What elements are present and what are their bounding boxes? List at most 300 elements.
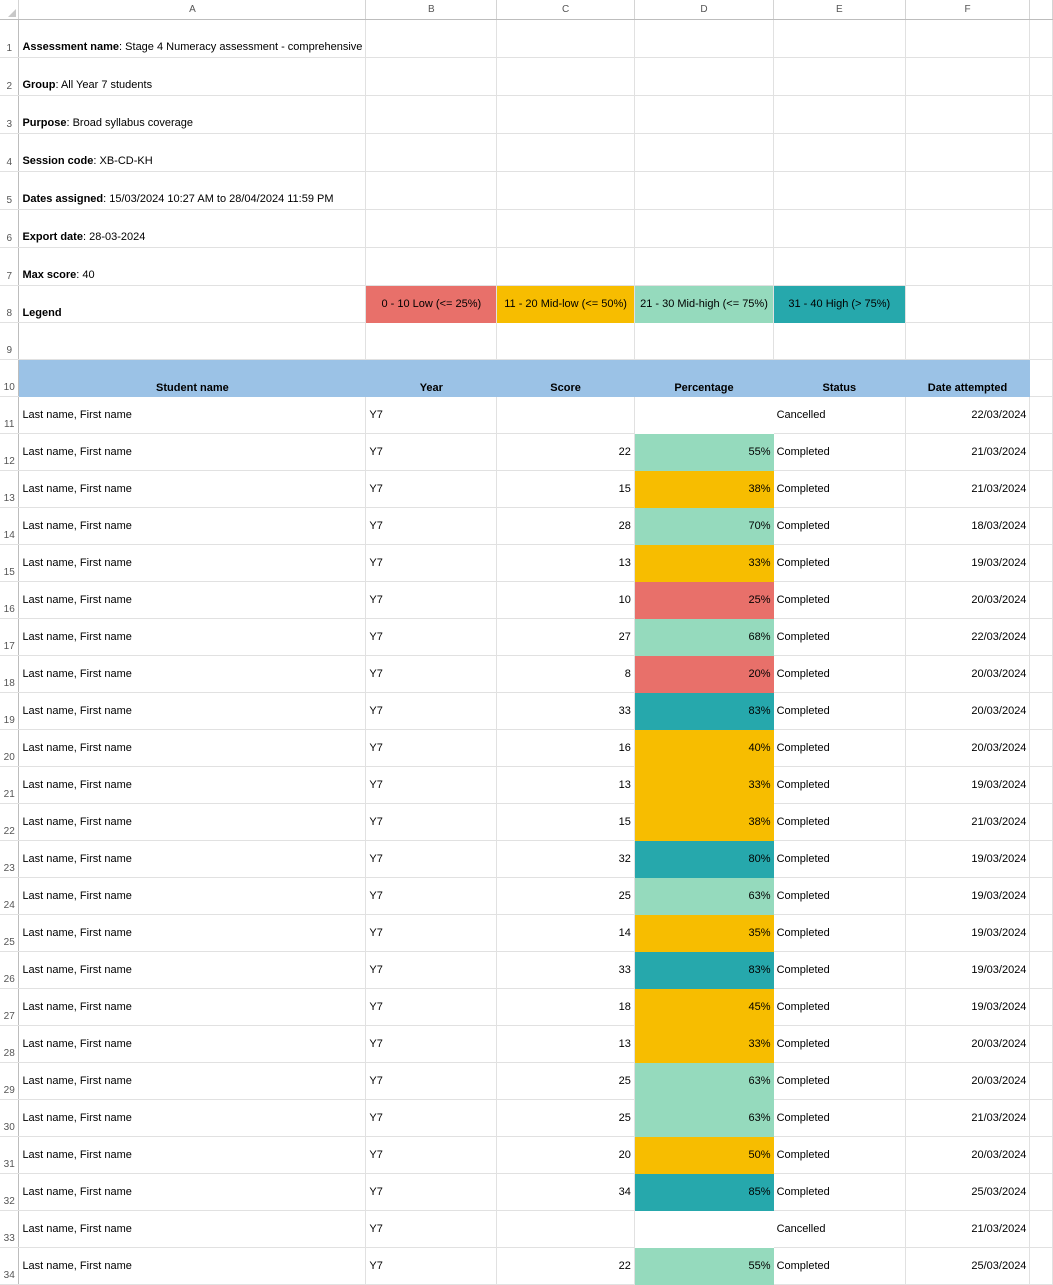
empty-cell[interactable] — [1030, 434, 1053, 471]
percentage-cell[interactable]: 68% — [634, 619, 773, 656]
row-header[interactable]: 4 — [0, 134, 19, 172]
empty-cell[interactable] — [774, 96, 905, 134]
year-cell[interactable]: Y7 — [366, 952, 497, 989]
empty-cell[interactable] — [497, 96, 635, 134]
score-cell[interactable]: 22 — [497, 434, 635, 471]
table-row — [0, 619, 1053, 656]
status-cell[interactable]: Completed — [774, 1063, 905, 1100]
score-cell[interactable]: 25 — [497, 1100, 635, 1137]
empty-cell[interactable] — [905, 323, 1030, 360]
empty-cell[interactable] — [1030, 1026, 1053, 1063]
student-name-cell[interactable]: Last name, First name — [19, 915, 366, 952]
percentage-cell[interactable] — [634, 397, 773, 434]
empty-cell[interactable] — [1030, 841, 1053, 878]
empty-cell[interactable] — [1030, 323, 1053, 360]
empty-cell[interactable] — [1030, 397, 1053, 434]
score-cell[interactable]: 33 — [497, 952, 635, 989]
score-cell[interactable]: 28 — [497, 508, 635, 545]
student-name-cell[interactable]: Last name, First name — [19, 508, 366, 545]
row-header[interactable]: 34 — [0, 1248, 19, 1285]
year-cell[interactable]: Y7 — [366, 804, 497, 841]
empty-cell[interactable] — [366, 58, 497, 96]
row-header[interactable]: 15 — [0, 545, 19, 582]
score-cell[interactable]: 25 — [497, 878, 635, 915]
student-name-cell[interactable]: Last name, First name — [19, 471, 366, 508]
empty-cell[interactable] — [905, 96, 1030, 134]
score-cell[interactable]: 32 — [497, 841, 635, 878]
empty-cell[interactable] — [366, 248, 497, 286]
empty-cell[interactable] — [366, 323, 497, 360]
year-cell[interactable]: Y7 — [366, 1100, 497, 1137]
student-name-cell[interactable]: Last name, First name — [19, 619, 366, 656]
meta-row — [0, 96, 1053, 134]
empty-cell[interactable] — [1030, 508, 1053, 545]
status-cell[interactable]: Completed — [774, 878, 905, 915]
percentage-cell[interactable]: 63% — [634, 878, 773, 915]
row-header[interactable]: 25 — [0, 915, 19, 952]
status-cell[interactable]: Completed — [774, 952, 905, 989]
empty-cell[interactable] — [497, 20, 635, 58]
status-cell[interactable]: Completed — [774, 545, 905, 582]
year-cell[interactable]: Y7 — [366, 841, 497, 878]
percentage-cell[interactable]: 33% — [634, 767, 773, 804]
date-attempted-cell[interactable]: 22/03/2024 — [905, 397, 1030, 434]
meta-label: Session code — [22, 155, 94, 167]
empty-cell[interactable] — [1030, 20, 1053, 58]
student-name-cell[interactable]: Last name, First name — [19, 434, 366, 471]
percentage-cell[interactable]: 55% — [634, 434, 773, 471]
meta-row — [0, 20, 1053, 58]
row-header[interactable]: 7 — [0, 248, 19, 286]
row-header[interactable]: 8 — [0, 286, 19, 323]
percentage-cell[interactable]: 38% — [634, 804, 773, 841]
status-cell[interactable]: Completed — [774, 1174, 905, 1211]
date-attempted-cell[interactable]: 19/03/2024 — [905, 915, 1030, 952]
score-cell[interactable]: 15 — [497, 471, 635, 508]
empty-cell[interactable] — [634, 134, 773, 172]
percentage-cell[interactable]: 83% — [634, 952, 773, 989]
row-header[interactable]: 6 — [0, 210, 19, 248]
score-cell[interactable]: 16 — [497, 730, 635, 767]
score-cell[interactable]: 25 — [497, 1063, 635, 1100]
column-title[interactable]: Student name — [19, 360, 366, 397]
empty-cell[interactable] — [1030, 767, 1053, 804]
empty-cell[interactable] — [1030, 172, 1053, 210]
empty-cell[interactable] — [1030, 989, 1053, 1026]
empty-cell[interactable] — [634, 210, 773, 248]
empty-cell[interactable] — [1030, 915, 1053, 952]
table-row — [0, 1248, 1053, 1285]
date-attempted-cell[interactable]: 21/03/2024 — [905, 1100, 1030, 1137]
student-name-cell[interactable]: Last name, First name — [19, 1100, 366, 1137]
meta-cell[interactable]: Session code: XB-CD-KH — [19, 134, 366, 172]
empty-cell[interactable] — [497, 134, 635, 172]
status-cell[interactable]: Completed — [774, 1137, 905, 1174]
legend-item[interactable]: 0 - 10 Low (<= 25%) — [366, 286, 497, 323]
empty-cell[interactable] — [1030, 730, 1053, 767]
row-header[interactable]: 32 — [0, 1174, 19, 1211]
date-attempted-cell[interactable]: 20/03/2024 — [905, 1026, 1030, 1063]
year-cell[interactable]: Y7 — [366, 1137, 497, 1174]
percentage-cell[interactable]: 25% — [634, 582, 773, 619]
empty-cell[interactable] — [1030, 360, 1053, 397]
student-name-cell[interactable]: Last name, First name — [19, 730, 366, 767]
empty-cell[interactable] — [1030, 96, 1053, 134]
percentage-cell[interactable]: 80% — [634, 841, 773, 878]
empty-cell[interactable] — [1030, 1100, 1053, 1137]
empty-cell[interactable] — [1030, 1063, 1053, 1100]
percentage-cell[interactable]: 33% — [634, 545, 773, 582]
empty-cell[interactable] — [634, 323, 773, 360]
row-header[interactable]: 14 — [0, 508, 19, 545]
date-attempted-cell[interactable]: 21/03/2024 — [905, 804, 1030, 841]
status-cell[interactable]: Cancelled — [774, 397, 905, 434]
meta-cell[interactable]: Export date: 28-03-2024 — [19, 210, 366, 248]
year-cell[interactable]: Y7 — [366, 582, 497, 619]
empty-cell[interactable] — [634, 172, 773, 210]
student-name-cell[interactable]: Last name, First name — [19, 804, 366, 841]
empty-cell[interactable] — [19, 323, 366, 360]
meta-row — [0, 172, 1053, 210]
row-header[interactable]: 10 — [0, 360, 19, 397]
row-header[interactable]: 33 — [0, 1211, 19, 1248]
percentage-cell[interactable] — [634, 1211, 773, 1248]
row-header[interactable]: 12 — [0, 434, 19, 471]
status-cell[interactable]: Completed — [774, 619, 905, 656]
score-cell[interactable]: 34 — [497, 1174, 635, 1211]
status-cell[interactable]: Completed — [774, 767, 905, 804]
date-attempted-cell[interactable]: 25/03/2024 — [905, 1174, 1030, 1211]
status-cell[interactable]: Completed — [774, 1026, 905, 1063]
score-cell[interactable]: 13 — [497, 1026, 635, 1063]
empty-cell[interactable] — [634, 58, 773, 96]
empty-cell[interactable] — [905, 58, 1030, 96]
date-attempted-cell[interactable]: 20/03/2024 — [905, 693, 1030, 730]
student-name-cell[interactable]: Last name, First name — [19, 397, 366, 434]
date-attempted-cell[interactable]: 22/03/2024 — [905, 619, 1030, 656]
select-all-corner[interactable] — [0, 0, 19, 20]
date-attempted-cell[interactable]: 19/03/2024 — [905, 767, 1030, 804]
year-cell[interactable]: Y7 — [366, 1248, 497, 1285]
row-header[interactable]: 13 — [0, 471, 19, 508]
column-header-g[interactable] — [1030, 0, 1053, 20]
year-cell[interactable]: Y7 — [366, 1026, 497, 1063]
row-header[interactable]: 19 — [0, 693, 19, 730]
empty-cell[interactable] — [1030, 471, 1053, 508]
empty-cell[interactable] — [634, 96, 773, 134]
row-header[interactable]: 31 — [0, 1137, 19, 1174]
date-attempted-cell[interactable]: 20/03/2024 — [905, 656, 1030, 693]
empty-cell[interactable] — [774, 323, 905, 360]
student-name-cell[interactable]: Last name, First name — [19, 1026, 366, 1063]
student-name-cell[interactable]: Last name, First name — [19, 1248, 366, 1285]
empty-cell[interactable] — [1030, 1248, 1053, 1285]
empty-cell[interactable] — [1030, 582, 1053, 619]
empty-cell[interactable] — [1030, 952, 1053, 989]
date-attempted-cell[interactable]: 20/03/2024 — [905, 582, 1030, 619]
status-cell[interactable]: Completed — [774, 730, 905, 767]
status-cell[interactable]: Cancelled — [774, 1211, 905, 1248]
table-row — [0, 434, 1053, 471]
column-title[interactable]: Percentage — [634, 360, 773, 397]
row-header[interactable]: 18 — [0, 656, 19, 693]
year-cell[interactable]: Y7 — [366, 767, 497, 804]
year-cell[interactable]: Y7 — [366, 656, 497, 693]
empty-cell[interactable] — [905, 286, 1030, 323]
meta-value: Broad syllabus coverage — [72, 117, 194, 129]
row-header[interactable]: 30 — [0, 1100, 19, 1137]
status-cell[interactable]: Completed — [774, 915, 905, 952]
meta-value: 15/03/2024 10:27 AM to 28/04/2024 11:59 PM — [109, 193, 334, 205]
empty-cell[interactable] — [1030, 693, 1053, 730]
legend-item[interactable]: 21 - 30 Mid-high (<= 75%) — [634, 286, 773, 323]
empty-cell[interactable] — [497, 172, 635, 210]
row-header[interactable]: 11 — [0, 397, 19, 434]
student-name-cell[interactable]: Last name, First name — [19, 1211, 366, 1248]
column-header-a[interactable]: A — [19, 0, 366, 20]
empty-cell[interactable] — [497, 248, 635, 286]
year-cell[interactable]: Y7 — [366, 915, 497, 952]
empty-cell[interactable] — [774, 58, 905, 96]
column-header-f[interactable]: F — [905, 0, 1030, 20]
student-name-cell[interactable]: Last name, First name — [19, 878, 366, 915]
year-cell[interactable]: Y7 — [366, 471, 497, 508]
empty-cell[interactable] — [1030, 545, 1053, 582]
row-header[interactable]: 23 — [0, 841, 19, 878]
score-cell[interactable]: 8 — [497, 656, 635, 693]
status-cell[interactable]: Completed — [774, 1248, 905, 1285]
score-cell[interactable]: 22 — [497, 1248, 635, 1285]
percentage-cell[interactable]: 70% — [634, 508, 773, 545]
student-name-cell[interactable]: Last name, First name — [19, 1063, 366, 1100]
row-header[interactable]: 24 — [0, 878, 19, 915]
empty-cell[interactable] — [774, 210, 905, 248]
status-cell[interactable]: Completed — [774, 582, 905, 619]
row-header[interactable]: 28 — [0, 1026, 19, 1063]
percentage-cell[interactable]: 63% — [634, 1100, 773, 1137]
meta-cell[interactable]: Max score: 40 — [19, 248, 366, 286]
column-title[interactable]: Year — [366, 360, 497, 397]
date-attempted-cell[interactable]: 20/03/2024 — [905, 730, 1030, 767]
score-cell[interactable]: 33 — [497, 693, 635, 730]
empty-cell[interactable] — [774, 134, 905, 172]
student-name-cell[interactable]: Last name, First name — [19, 1174, 366, 1211]
year-cell[interactable]: Y7 — [366, 693, 497, 730]
empty-cell[interactable] — [905, 20, 1030, 58]
empty-cell[interactable] — [1030, 134, 1053, 172]
empty-cell[interactable] — [366, 20, 497, 58]
meta-label: Export date — [22, 231, 83, 243]
student-name-cell[interactable]: Last name, First name — [19, 989, 366, 1026]
empty-cell[interactable] — [497, 58, 635, 96]
row-header[interactable]: 2 — [0, 58, 19, 96]
date-attempted-cell[interactable]: 19/03/2024 — [905, 841, 1030, 878]
date-attempted-cell[interactable]: 19/03/2024 — [905, 878, 1030, 915]
empty-cell[interactable] — [366, 134, 497, 172]
meta-row — [0, 134, 1053, 172]
student-name-cell[interactable]: Last name, First name — [19, 1137, 366, 1174]
score-cell[interactable]: 20 — [497, 1137, 635, 1174]
column-header-e[interactable]: E — [774, 0, 905, 20]
percentage-cell[interactable]: 33% — [634, 1026, 773, 1063]
percentage-cell[interactable]: 55% — [634, 1248, 773, 1285]
year-cell[interactable]: Y7 — [366, 508, 497, 545]
table-row — [0, 1026, 1053, 1063]
empty-cell[interactable] — [1030, 286, 1053, 323]
student-name-cell[interactable]: Last name, First name — [19, 656, 366, 693]
score-cell[interactable]: 10 — [497, 582, 635, 619]
empty-cell[interactable] — [1030, 656, 1053, 693]
year-cell[interactable]: Y7 — [366, 545, 497, 582]
year-cell[interactable]: Y7 — [366, 1063, 497, 1100]
empty-cell[interactable] — [1030, 619, 1053, 656]
meta-label: Assessment name — [22, 41, 120, 53]
empty-cell[interactable] — [1030, 248, 1053, 286]
empty-cell[interactable] — [1030, 804, 1053, 841]
empty-cell[interactable] — [497, 323, 635, 360]
meta-cell[interactable]: Group: All Year 7 students — [19, 58, 366, 96]
empty-cell[interactable] — [774, 20, 905, 58]
empty-cell[interactable] — [1030, 1137, 1053, 1174]
row-header[interactable]: 9 — [0, 323, 19, 360]
empty-cell[interactable] — [1030, 58, 1053, 96]
year-cell[interactable]: Y7 — [366, 434, 497, 471]
column-header-c[interactable]: C — [497, 0, 635, 20]
empty-cell[interactable] — [497, 210, 635, 248]
row-header[interactable]: 16 — [0, 582, 19, 619]
percentage-cell[interactable]: 45% — [634, 989, 773, 1026]
row-header[interactable]: 29 — [0, 1063, 19, 1100]
meta-label: Dates assigned — [22, 193, 104, 205]
percentage-cell[interactable]: 35% — [634, 915, 773, 952]
empty-cell[interactable] — [634, 20, 773, 58]
date-attempted-cell[interactable]: 19/03/2024 — [905, 989, 1030, 1026]
empty-cell[interactable] — [1030, 1174, 1053, 1211]
status-cell[interactable]: Completed — [774, 804, 905, 841]
date-attempted-cell[interactable]: 21/03/2024 — [905, 434, 1030, 471]
legend-item[interactable]: 31 - 40 High (> 75%) — [774, 286, 905, 323]
row-header[interactable]: 3 — [0, 96, 19, 134]
status-cell[interactable]: Completed — [774, 434, 905, 471]
year-cell[interactable]: Y7 — [366, 619, 497, 656]
score-cell[interactable]: 13 — [497, 545, 635, 582]
percentage-cell[interactable]: 63% — [634, 1063, 773, 1100]
empty-cell[interactable] — [366, 96, 497, 134]
row-header[interactable]: 21 — [0, 767, 19, 804]
student-name-cell[interactable]: Last name, First name — [19, 841, 366, 878]
empty-cell[interactable] — [905, 248, 1030, 286]
status-cell[interactable]: Completed — [774, 471, 905, 508]
percentage-cell[interactable]: 85% — [634, 1174, 773, 1211]
meta-cell[interactable]: Dates assigned: 15/03/2024 10:27 AM to 28/04/2024 11:59 PM — [19, 172, 366, 210]
empty-cell[interactable] — [774, 172, 905, 210]
table-row — [0, 508, 1053, 545]
score-cell[interactable]: 13 — [497, 767, 635, 804]
table-row — [0, 693, 1053, 730]
date-attempted-cell[interactable]: 20/03/2024 — [905, 1063, 1030, 1100]
row-header[interactable]: 26 — [0, 952, 19, 989]
student-name-cell[interactable]: Last name, First name — [19, 952, 366, 989]
meta-cell[interactable]: Purpose: Broad syllabus coverage — [19, 96, 366, 134]
year-cell[interactable]: Y7 — [366, 878, 497, 915]
empty-cell[interactable] — [634, 248, 773, 286]
date-attempted-cell[interactable]: 21/03/2024 — [905, 1211, 1030, 1248]
column-header-b[interactable]: B — [366, 0, 497, 20]
date-attempted-cell[interactable]: 18/03/2024 — [905, 508, 1030, 545]
year-cell[interactable]: Y7 — [366, 397, 497, 434]
percentage-cell[interactable]: 83% — [634, 693, 773, 730]
empty-cell[interactable] — [905, 134, 1030, 172]
date-attempted-cell[interactable]: 19/03/2024 — [905, 545, 1030, 582]
year-cell[interactable]: Y7 — [366, 1174, 497, 1211]
status-cell[interactable]: Completed — [774, 693, 905, 730]
meta-cell[interactable]: Assessment name: Stage 4 Numeracy assessment - comprehensive — [19, 20, 366, 58]
score-cell[interactable]: 18 — [497, 989, 635, 1026]
date-attempted-cell[interactable]: 20/03/2024 — [905, 1137, 1030, 1174]
year-cell[interactable]: Y7 — [366, 989, 497, 1026]
score-cell[interactable]: 14 — [497, 915, 635, 952]
status-cell[interactable]: Completed — [774, 508, 905, 545]
status-cell[interactable]: Completed — [774, 1100, 905, 1137]
empty-cell[interactable] — [774, 248, 905, 286]
student-name-cell[interactable]: Last name, First name — [19, 693, 366, 730]
status-cell[interactable]: Completed — [774, 841, 905, 878]
year-cell[interactable]: Y7 — [366, 1211, 497, 1248]
empty-cell[interactable] — [1030, 878, 1053, 915]
row-header[interactable]: 1 — [0, 20, 19, 58]
score-cell[interactable] — [497, 1211, 635, 1248]
percentage-cell[interactable]: 40% — [634, 730, 773, 767]
empty-cell[interactable] — [905, 210, 1030, 248]
table-row — [0, 989, 1053, 1026]
empty-cell[interactable] — [366, 172, 497, 210]
column-title[interactable]: Date attempted — [905, 360, 1030, 397]
percentage-cell[interactable]: 50% — [634, 1137, 773, 1174]
status-cell[interactable]: Completed — [774, 989, 905, 1026]
score-cell[interactable]: 27 — [497, 619, 635, 656]
empty-cell[interactable] — [1030, 210, 1053, 248]
student-name-cell[interactable]: Last name, First name — [19, 582, 366, 619]
column-title[interactable]: Score — [497, 360, 635, 397]
percentage-cell[interactable]: 20% — [634, 656, 773, 693]
student-name-cell[interactable]: Last name, First name — [19, 545, 366, 582]
status-cell[interactable]: Completed — [774, 656, 905, 693]
legend-item[interactable]: 11 - 20 Mid-low (<= 50%) — [497, 286, 635, 323]
row-header[interactable]: 27 — [0, 989, 19, 1026]
score-cell[interactable] — [497, 397, 635, 434]
row-header[interactable]: 5 — [0, 172, 19, 210]
table-header-row — [0, 360, 1053, 397]
empty-cell[interactable] — [366, 210, 497, 248]
empty-cell[interactable] — [905, 172, 1030, 210]
row-header[interactable]: 20 — [0, 730, 19, 767]
legend-label[interactable]: Legend — [19, 286, 366, 323]
score-cell[interactable]: 15 — [497, 804, 635, 841]
student-name-cell[interactable]: Last name, First name — [19, 767, 366, 804]
year-cell[interactable]: Y7 — [366, 730, 497, 767]
column-title[interactable]: Status — [774, 360, 905, 397]
date-attempted-cell[interactable]: 19/03/2024 — [905, 952, 1030, 989]
date-attempted-cell[interactable]: 21/03/2024 — [905, 471, 1030, 508]
column-header-d[interactable]: D — [634, 0, 773, 20]
percentage-cell[interactable]: 38% — [634, 471, 773, 508]
row-header[interactable]: 22 — [0, 804, 19, 841]
table-row — [0, 767, 1053, 804]
date-attempted-cell[interactable]: 25/03/2024 — [905, 1248, 1030, 1285]
row-header[interactable]: 17 — [0, 619, 19, 656]
table-row — [0, 841, 1053, 878]
empty-cell[interactable] — [1030, 1211, 1053, 1248]
